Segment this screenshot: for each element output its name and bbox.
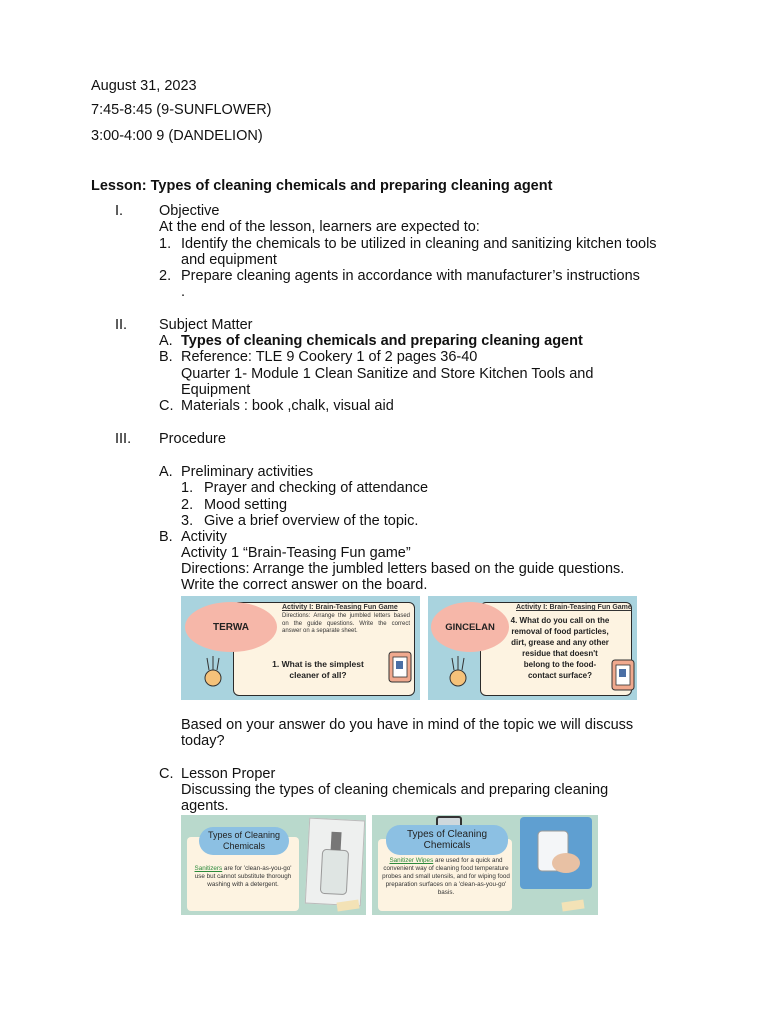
- lesson-date: August 31, 2023: [91, 78, 197, 94]
- tape-decoration: [336, 900, 359, 912]
- subject-materials: Materials : book ,chalk, visual aid: [181, 398, 394, 414]
- section-heading-procedure: Procedure: [159, 431, 226, 447]
- objective-num-1: 1.: [159, 236, 172, 252]
- slide-body: [193, 865, 293, 889]
- slide-body-text: are for 'clean-as-you-go' use but cannot substitute thorough washing with a detergent.: [194, 865, 292, 888]
- activity-directions-line2: Write the correct answer on the board.: [181, 577, 428, 593]
- sanitizer-wipes-photo: [520, 817, 592, 889]
- subject-reference-line3: Equipment: [181, 382, 251, 398]
- slide-body-text: are used for a quick and convenient way of cleaning food temperature probes and small utensils, and for wiping food preparation surfaces on a 'clean-as-you-go' basis.: [382, 857, 510, 896]
- slide-heading: Types of Cleaning Chemicals: [199, 827, 289, 855]
- subject-letter-c: C.: [159, 398, 174, 414]
- slide-activity-title: Activity I: Brain-Teasing Fun Game: [516, 604, 632, 611]
- procedure-letter-c: C.: [159, 766, 174, 782]
- clipboard-icon: [610, 656, 636, 692]
- preliminary-num-1: 1.: [181, 480, 194, 496]
- objective-intro: At the end of the lesson, learners are expected to:: [159, 219, 480, 235]
- slide-directions: Directions: Arrange the jumbled letters based on the guide questions. Write the correct answer on a separate sheet.: [282, 613, 410, 634]
- slide-question: 4. What do you call on the removal of food particles, dirt, grease and any other residue that doesn't belong to the food-contact surface?: [510, 616, 610, 680]
- sanitizer-spray-photo: [305, 818, 365, 907]
- preliminary-num-2: 2.: [181, 497, 194, 513]
- section-numeral-objective: I.: [115, 203, 124, 219]
- section-heading-subject: Subject Matter: [159, 317, 253, 333]
- lesson-proper-heading: Lesson Proper: [181, 766, 276, 782]
- slide-activity-title: Activity I: Brain-Teasing Fun Game: [282, 604, 398, 611]
- lesson-slide-sanitizer-wipes: [372, 815, 598, 915]
- objective-num-2: 2.: [159, 268, 172, 284]
- jumbled-word-bubble: [431, 602, 509, 652]
- section-numeral-subject: II.: [115, 317, 128, 333]
- reflection-question-line2: today?: [181, 733, 225, 749]
- slide-body: [382, 857, 510, 897]
- subject-letter-b: B.: [159, 349, 173, 365]
- slide-heading: Types of Cleaning Chemicals: [386, 825, 508, 855]
- subject-reference-line2: Quarter 1- Module 1 Clean Sanitize and Store Kitchen Tools and: [181, 366, 594, 382]
- lesson-title: Lesson: Types of cleaning chemicals and preparing cleaning agent: [91, 178, 553, 194]
- preliminary-item-2: Mood setting: [204, 497, 288, 513]
- activity-slide-gincelan: [428, 596, 637, 700]
- preliminary-item-3: Give a brief overview of the topic.: [204, 513, 419, 529]
- activity-directions: Directions: Arrange the jumbled letters based on the guide questions.: [181, 561, 625, 577]
- section-heading-objective: Objective: [159, 203, 220, 219]
- lesson-proper-text-line2: agents.: [181, 798, 229, 814]
- term-sanitizer-wipes: Sanitizer Wipes: [389, 857, 434, 864]
- subject-letter-a: A.: [159, 333, 173, 349]
- subject-reference: Reference: TLE 9 Cookery 1 of 2 pages 36-40: [181, 349, 478, 365]
- jumbled-word: GINCELAN: [445, 621, 495, 633]
- brain-doodle-icon: [199, 654, 227, 688]
- preliminary-item-1: Prayer and checking of attendance: [204, 480, 429, 496]
- lesson-slide-sanitizers: [181, 815, 366, 915]
- preliminary-num-3: 3.: [181, 513, 194, 529]
- schedule-dandelion: 3:00-4:00 9 (DANDELION): [91, 128, 263, 144]
- objective-item-1: Identify the chemicals to be utilized in cleaning and sanitizing kitchen tools: [181, 236, 657, 252]
- objective-item-2: Prepare cleaning agents in accordance with manufacturer’s instructions: [181, 268, 640, 284]
- jumbled-word-bubble: [185, 602, 277, 652]
- activity-slide-terwa: [181, 596, 420, 700]
- preliminary-activities: Preliminary activities: [181, 464, 314, 480]
- activity-name: Activity 1 “Brain-Teasing Fun game”: [181, 545, 411, 561]
- section-numeral-procedure: III.: [115, 431, 132, 447]
- activity-heading: Activity: [181, 529, 227, 545]
- reflection-question: Based on your answer do you have in mind of the topic we will discuss: [181, 717, 634, 733]
- objective-item-2-cont: .: [181, 284, 186, 300]
- procedure-letter-a: A.: [159, 464, 173, 480]
- lesson-proper-text: Discussing the types of cleaning chemicals and preparing cleaning: [181, 782, 609, 798]
- jumbled-word: TERWA: [213, 621, 249, 633]
- brain-doodle-icon: [444, 654, 472, 688]
- objective-item-1-cont: and equipment: [181, 252, 277, 268]
- clipboard-icon: [386, 648, 414, 684]
- term-sanitizers: Sanitizers: [194, 865, 223, 872]
- tape-decoration: [561, 900, 584, 912]
- subject-topic: Types of cleaning chemicals and preparing cleaning agent: [181, 333, 583, 349]
- procedure-letter-b: B.: [159, 529, 173, 545]
- schedule-sunflower: 7:45-8:45 (9-SUNFLOWER): [91, 102, 272, 118]
- slide-question: 1. What is the simplest cleaner of all?: [272, 659, 364, 680]
